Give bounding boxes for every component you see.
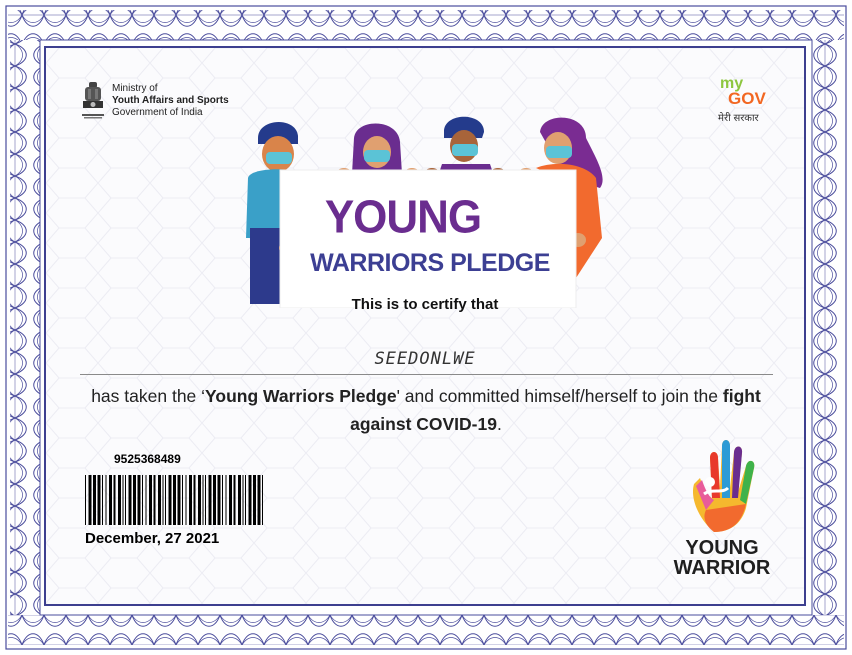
title-warriors-pledge: WARRIORS PLEDGE [310, 249, 550, 277]
barcode-bar [178, 475, 181, 525]
barcode-bar [258, 475, 261, 525]
statement-part2: ' and committed himself/herself to join the [396, 386, 723, 406]
barcode-bar [125, 475, 126, 525]
mygov-my: my [720, 75, 744, 92]
mygov-tagline: मेरी सरकार [718, 113, 759, 124]
barcode-bar [186, 475, 187, 525]
barcode-number: 9525368489 [114, 452, 181, 466]
statement-part1: has taken the ‘ [91, 386, 206, 406]
barcode-bar [253, 475, 256, 525]
barcode-bar [102, 475, 103, 525]
barcode-bar [249, 475, 252, 525]
barcode-bar [123, 475, 124, 525]
barcode-bar [146, 475, 147, 525]
statement-part3: . [496, 414, 502, 434]
barcode-bar [194, 475, 196, 525]
barcode-bar [226, 475, 227, 525]
barcode-bar [93, 475, 96, 525]
young-warrior-wordmark [666, 538, 778, 578]
barcode-bar [85, 475, 86, 525]
barcode-bar [165, 475, 166, 525]
barcode-bar [189, 475, 192, 525]
title-young: YOUNG [324, 191, 482, 244]
barcode-bar [205, 475, 206, 525]
barcode-bar [262, 475, 263, 525]
statement-fight: fight against COVID-19 [350, 386, 761, 434]
barcode-bar [182, 475, 183, 525]
certify-text: This is to certify that [351, 296, 499, 313]
barcode-bar [245, 475, 246, 525]
barcode-bar [243, 475, 244, 525]
barcode-bar [163, 475, 164, 525]
mygov-logo [716, 77, 778, 125]
barcode-bar [222, 475, 223, 525]
barcode-bar [142, 475, 143, 525]
barcode-bar [98, 475, 101, 525]
barcode-bar [229, 475, 232, 525]
barcode-bar [149, 475, 152, 525]
barcode-bar [129, 475, 132, 525]
statement-pledge-name: Young Warriors Pledge [205, 386, 397, 406]
barcode-bar [198, 475, 201, 525]
barcode-bar [154, 475, 156, 525]
wordmark-warrior: WARRIOR [673, 557, 771, 579]
barcode-bar [158, 475, 161, 525]
young-warrior-hand-logo-icon [684, 438, 768, 536]
barcode-bar [89, 475, 92, 525]
barcode-bar [169, 475, 172, 525]
recipient-name: SEEDONLWE [374, 349, 476, 369]
pledge-statement [70, 382, 782, 438]
ministry-line1: Ministry of [112, 83, 158, 94]
mygov-gov: GOV [728, 89, 766, 108]
barcode [85, 475, 267, 525]
barcode-bar [209, 475, 212, 525]
barcode-bar [109, 475, 112, 525]
barcode-bar [203, 475, 204, 525]
barcode-bar [118, 475, 121, 525]
barcode-bar [106, 475, 107, 525]
barcode-bar [213, 475, 216, 525]
name-underline [80, 374, 773, 375]
barcode-bar [218, 475, 221, 525]
wordmark-young: YOUNG [685, 537, 759, 559]
barcode-bar [238, 475, 241, 525]
issue-date: December, 27 2021 [85, 530, 220, 547]
barcode-bar [138, 475, 141, 525]
barcode-bar [234, 475, 236, 525]
barcode-bar [133, 475, 136, 525]
ministry-line2: Youth Affairs and Sports [112, 95, 229, 106]
ministry-line3: Government of India [112, 107, 203, 118]
national-emblem-icon [80, 80, 106, 122]
barcode-bar [114, 475, 116, 525]
barcode-bar [173, 475, 176, 525]
